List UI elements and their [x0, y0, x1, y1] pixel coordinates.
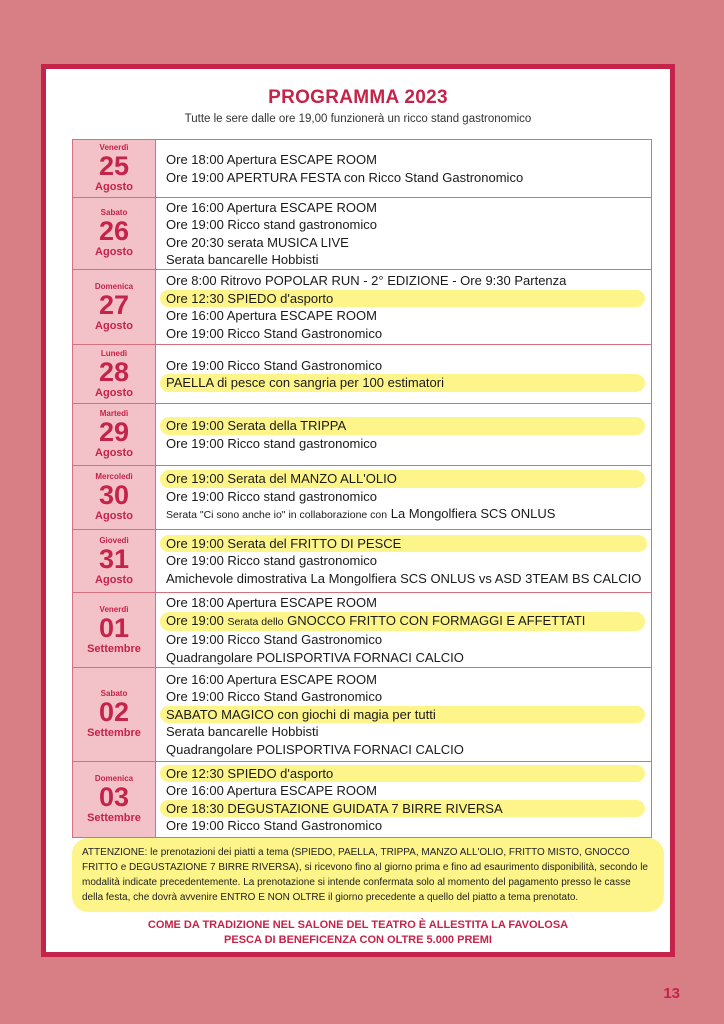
event-line: Ore 8:00 Ritrovo POPOLAR RUN - 2° EDIZIONE - Ore 9:30 Partenza: [166, 273, 567, 288]
day-number: 25: [98, 151, 130, 181]
month-label: Agosto: [95, 181, 133, 193]
weekday-label: Martedì: [99, 409, 129, 418]
footer-line: PESCA DI BENEFICENZA CON OLTRE 5.000 PREMI: [224, 934, 492, 946]
events-cell: [156, 198, 651, 269]
day-number: 01: [98, 612, 130, 643]
weekday-label: Venerdì: [99, 143, 129, 152]
event-line: Ore 19:00 Ricco Stand Gastronomico: [166, 632, 383, 647]
event-line: Ore 19:00 Ricco stand gastronomico: [166, 553, 377, 569]
day-row: [72, 668, 652, 762]
weekday-label: Giovedì: [99, 535, 129, 545]
month-label: Agosto: [95, 386, 133, 399]
schedule-table: [72, 139, 652, 838]
events-cell: [156, 762, 651, 837]
event-line: Serata bancarelle Hobbisti: [166, 252, 319, 267]
event-text: GNOCCO FRITTO CON FORMAGGI E AFFETTATI: [287, 612, 586, 628]
date-cell: [73, 198, 156, 269]
month-label: Agosto: [95, 573, 133, 586]
day-number: 26: [98, 216, 130, 246]
day-number: 02: [98, 697, 130, 727]
events-cell: [156, 404, 651, 465]
event-line: Ore 19:00 Ricco Stand Gastronomico: [166, 325, 383, 341]
month-label: Settembre: [87, 642, 141, 655]
event-line-highlighted: [160, 612, 645, 632]
date-cell: [73, 345, 156, 403]
events-cell: [156, 593, 651, 667]
page-title: PROGRAMMA 2023: [268, 87, 448, 108]
event-mid: Serata dello: [227, 615, 284, 628]
event-line: Ore 19:00 APERTURA FESTA con Ricco Stand Gastronomico: [166, 169, 524, 185]
day-row: [72, 762, 652, 838]
day-row: [72, 466, 652, 530]
day-row: [72, 404, 652, 466]
date-cell: [73, 762, 156, 837]
weekday-label: Domenica: [94, 774, 134, 783]
day-number: 28: [98, 356, 130, 387]
event-prefix: Ore 19:00: [166, 612, 224, 628]
events-cell: [156, 466, 651, 529]
reservation-notice: ATTENZIONE: le prenotazioni dei piatti a tema (SPIEDO, PAELLA, TRIPPA, MANZO ALL'OLIO, FRITTO MISTO, GNOCCO FRITTO e DEGUSTAZIONE 7 BIRRE RIVERSA), si ricevono fino al giorno prima e fino ad esaurimento disponibilità, secondo le modalità indicate precedentemente. La prenotazione si intende confermata solo al momento del pagamento presso le casse della festa, che dovrà avvenire ENTRO E NON OLTRE il giorno precedente a quello del piatto a tema prenotato.: [72, 838, 664, 912]
event-line-highlighted: SABATO MAGICO con giochi di magia per tutti: [160, 706, 645, 724]
events-cell: [156, 270, 651, 344]
event-line: Quadrangolare POLISPORTIVA FORNACI CALCIO: [166, 649, 464, 665]
event-line: Ore 16:00 Apertura ESCAPE ROOM: [166, 783, 377, 798]
event-line-highlighted: Ore 19:00 Serata del FRITTO DI PESCE: [160, 535, 647, 553]
weekday-label: Sabato: [100, 208, 128, 217]
weekday-label: Venerdì: [99, 604, 129, 614]
day-number: 31: [98, 543, 130, 574]
month-label: Agosto: [95, 246, 133, 258]
charity-footer: [46, 918, 670, 948]
day-number: 03: [98, 782, 130, 812]
event-line: Ore 19:00 Ricco Stand Gastronomico: [166, 357, 383, 373]
event-line: Ore 20:30 serata MUSICA LIVE: [166, 234, 349, 250]
events-cell: [156, 345, 651, 403]
program-card: [41, 64, 675, 957]
page-number: 13: [663, 985, 680, 1002]
event-line-highlighted: Ore 18:30 DEGUSTAZIONE GUIDATA 7 BIRRE RIVERSA: [160, 800, 645, 818]
month-label: Agosto: [95, 319, 133, 332]
weekday-label: Mercoledì: [95, 472, 133, 481]
day-row: [72, 345, 652, 404]
event-line: Ore 19:00 Ricco Stand Gastronomico: [166, 689, 383, 705]
event-line: Serata bancarelle Hobbisti: [166, 724, 319, 740]
day-number: 29: [98, 417, 130, 447]
month-label: Agosto: [95, 510, 133, 522]
weekday-label: Domenica: [94, 281, 134, 291]
event-line: Quadrangolare POLISPORTIVA FORNACI CALCIO: [166, 741, 464, 757]
date-cell: [73, 466, 156, 529]
day-row: [72, 530, 652, 593]
weekday-label: Lunedì: [100, 348, 128, 358]
event-line: Ore 18:00 Apertura ESCAPE ROOM: [166, 595, 377, 610]
events-cell: [156, 668, 651, 761]
day-row: [72, 270, 652, 345]
month-label: Settembre: [87, 727, 141, 739]
event-line: Ore 16:00 Apertura ESCAPE ROOM: [166, 671, 377, 687]
event-line: Ore 16:00 Apertura ESCAPE ROOM: [166, 199, 377, 215]
day-row: [72, 593, 652, 668]
weekday-label: Sabato: [100, 689, 128, 698]
event-line: Ore 16:00 Apertura ESCAPE ROOM: [166, 308, 377, 323]
day-number: 27: [98, 289, 130, 320]
event-line: Ore 19:00 Ricco stand gastronomico: [166, 435, 377, 451]
date-cell: [73, 270, 156, 344]
day-row: [72, 198, 652, 270]
date-cell: [73, 593, 156, 667]
event-line: Ore 19:00 Ricco stand gastronomico: [166, 217, 377, 232]
event-line: Ore 19:00 Ricco stand gastronomico: [166, 488, 377, 504]
day-number: 30: [98, 480, 130, 510]
date-cell: [73, 668, 156, 761]
month-label: Settembre: [87, 812, 141, 824]
event-line: Ore 19:00 Ricco Stand Gastronomico: [166, 818, 383, 833]
event-line-highlighted: PAELLA di pesce con sangria per 100 estimatori: [160, 374, 645, 392]
event-line-highlighted: Ore 12:30 SPIEDO d'asporto: [160, 765, 645, 783]
day-row: [72, 140, 652, 198]
event-line: Ore 18:00 Apertura ESCAPE ROOM: [166, 152, 377, 167]
date-cell: [73, 530, 156, 592]
footer-line: COME DA TRADIZIONE NEL SALONE DEL TEATRO È ALLESTITA LA FAVOLOSA: [147, 919, 569, 931]
event-line: Amichevole dimostrativa La Mongolfiera SCS ONLUS vs ASD 3TEAM BS CALCIO: [166, 570, 642, 586]
event-line-highlighted: Ore 19:00 Serata della TRIPPA: [160, 417, 645, 435]
events-cell: [156, 140, 651, 197]
event-prefix: Serata "Ci sono anche io" in collaborazione con: [166, 509, 388, 522]
event-line: [160, 505, 561, 525]
event-line-highlighted: Ore 12:30 SPIEDO d'asporto: [160, 290, 645, 308]
event-line-highlighted: Ore 19:00 Serata del MANZO ALL'OLIO: [160, 470, 645, 488]
month-label: Agosto: [95, 447, 133, 459]
page-subtitle: Tutte le sere dalle ore 19,00 funzionerà un ricco stand gastronomico: [184, 113, 532, 125]
events-cell: [156, 530, 653, 592]
date-cell: [73, 140, 156, 197]
event-text: La Mongolfiera SCS ONLUS: [390, 506, 556, 522]
date-cell: [73, 404, 156, 465]
